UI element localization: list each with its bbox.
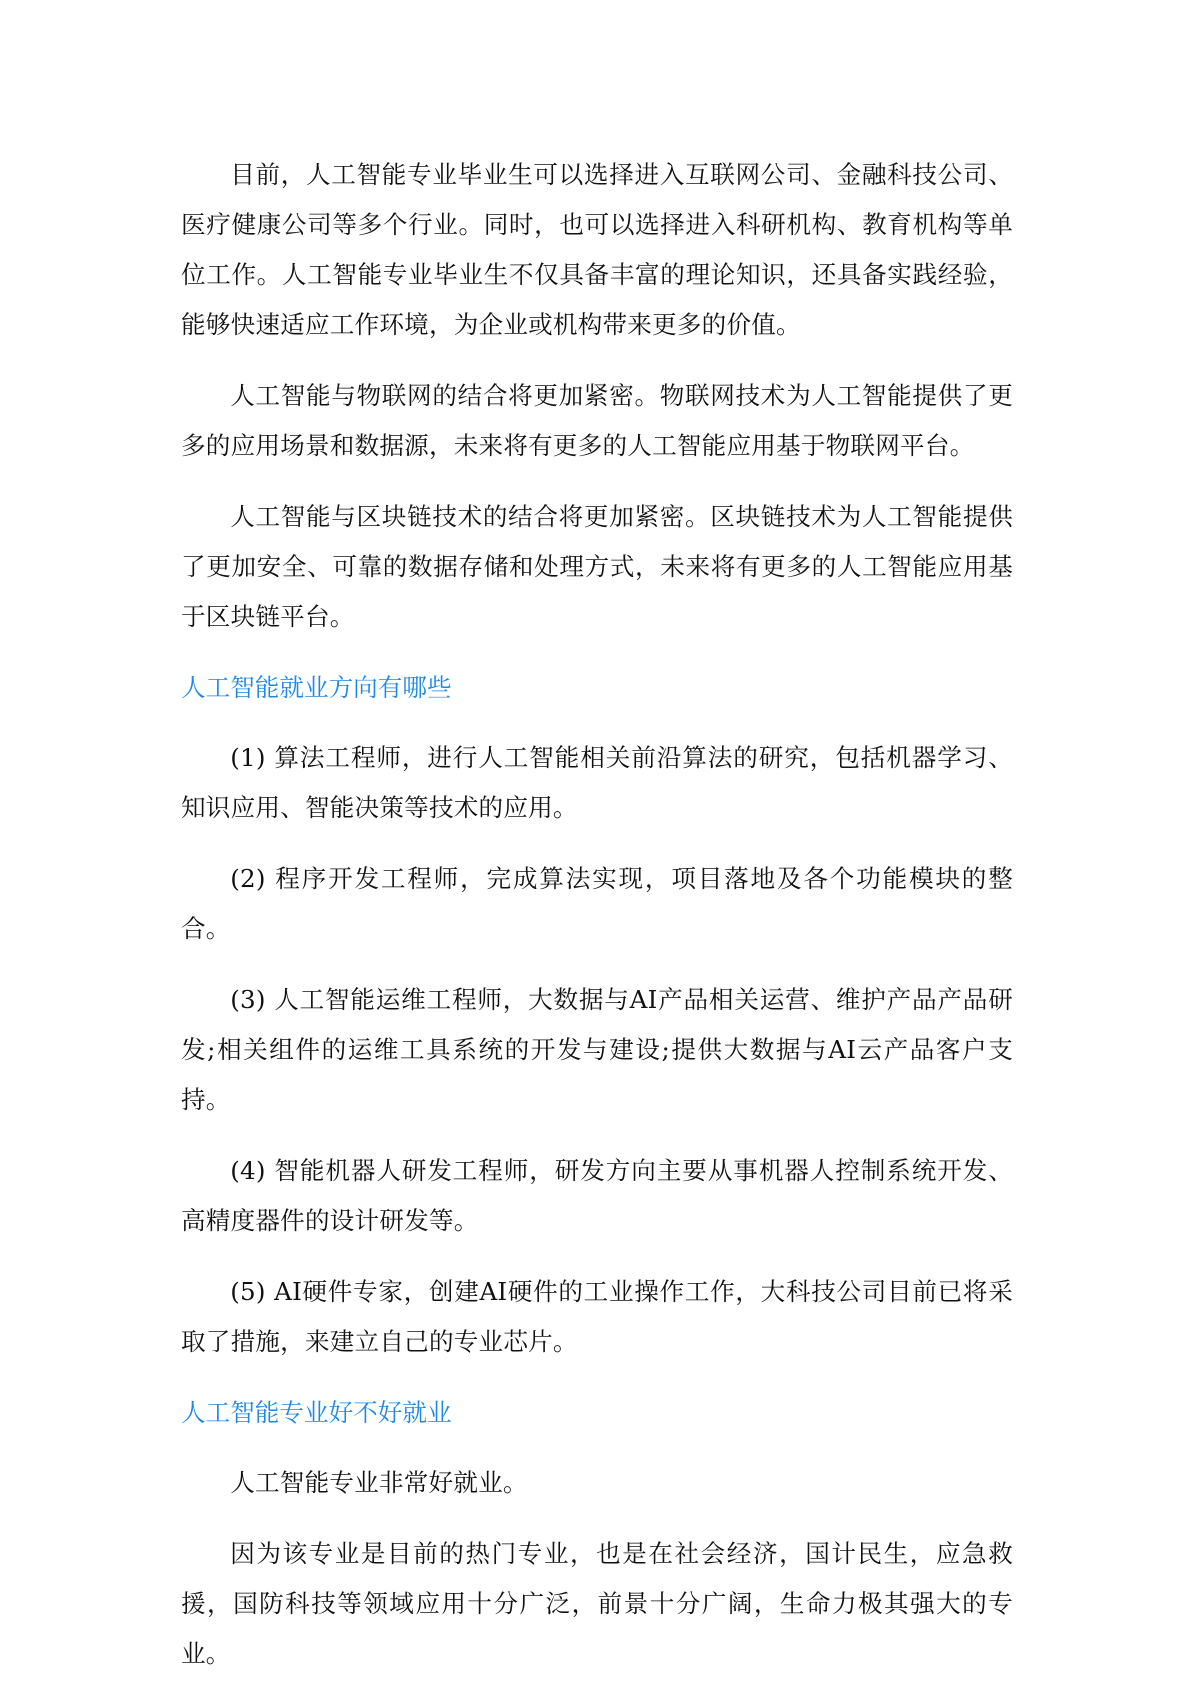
paragraph-direction-1: (1) 算法工程师，进行人工智能相关前沿算法的研究，包括机器学习、知识应用、智能决策等技术的应用。 bbox=[181, 743, 1013, 822]
paragraph-ai-iot: 人工智能与物联网的结合将更加紧密。物联网技术为人工智能提供了更多的应用场景和数据源，未来将有更多的人工智能应用基于物联网平台。 bbox=[181, 381, 1013, 460]
heading-employment-prospects: 人工智能专业好不好就业 bbox=[181, 1398, 452, 1427]
paragraph-ai-blockchain: 人工智能与区块链技术的结合将更加紧密。区块链技术为人工智能提供了更加安全、可靠的数据存储和处理方式，未来将有更多的人工智能应用基于区块链平台。 bbox=[181, 502, 1013, 631]
heading-career-directions: 人工智能就业方向有哪些 bbox=[181, 673, 452, 702]
document-page bbox=[181, 150, 1013, 1700]
paragraph-direction-3: (3) 人工智能运维工程师，大数据与AI产品相关运营、维护产品产品研发;相关组件的运维工具系统的开发与建设;提供大数据与AI云产品客户支持。 bbox=[181, 985, 1013, 1114]
paragraph-employment-reason: 因为该专业是目前的热门专业，也是在社会经济，国计民生，应急救援，国防科技等领域应用十分广泛，前景十分广阔，生命力极其强大的专业。 bbox=[181, 1539, 1013, 1668]
paragraph-career-options: 目前，人工智能专业毕业生可以选择进入互联网公司、金融科技公司、医疗健康公司等多个行业。同时，也可以选择进入科研机构、教育机构等单位工作。人工智能专业毕业生不仅具备丰富的理论知识，还具备实践经验，能够快速适应工作环境，为企业或机构带来更多的价值。 bbox=[181, 160, 1013, 339]
paragraph-easy-employment: 人工智能专业非常好就业。 bbox=[230, 1468, 528, 1497]
paragraph-direction-5: (5) AI硬件专家，创建AI硬件的工业操作工作，大科技公司目前已将采取了措施，来建立自己的专业芯片。 bbox=[181, 1277, 1013, 1356]
paragraph-direction-4: (4) 智能机器人研发工程师，研发方向主要从事机器人控制系统开发、高精度器件的设计研发等。 bbox=[181, 1156, 1013, 1235]
paragraph-direction-2: (2) 程序开发工程师，完成算法实现，项目落地及各个功能模块的整合。 bbox=[181, 864, 1013, 943]
